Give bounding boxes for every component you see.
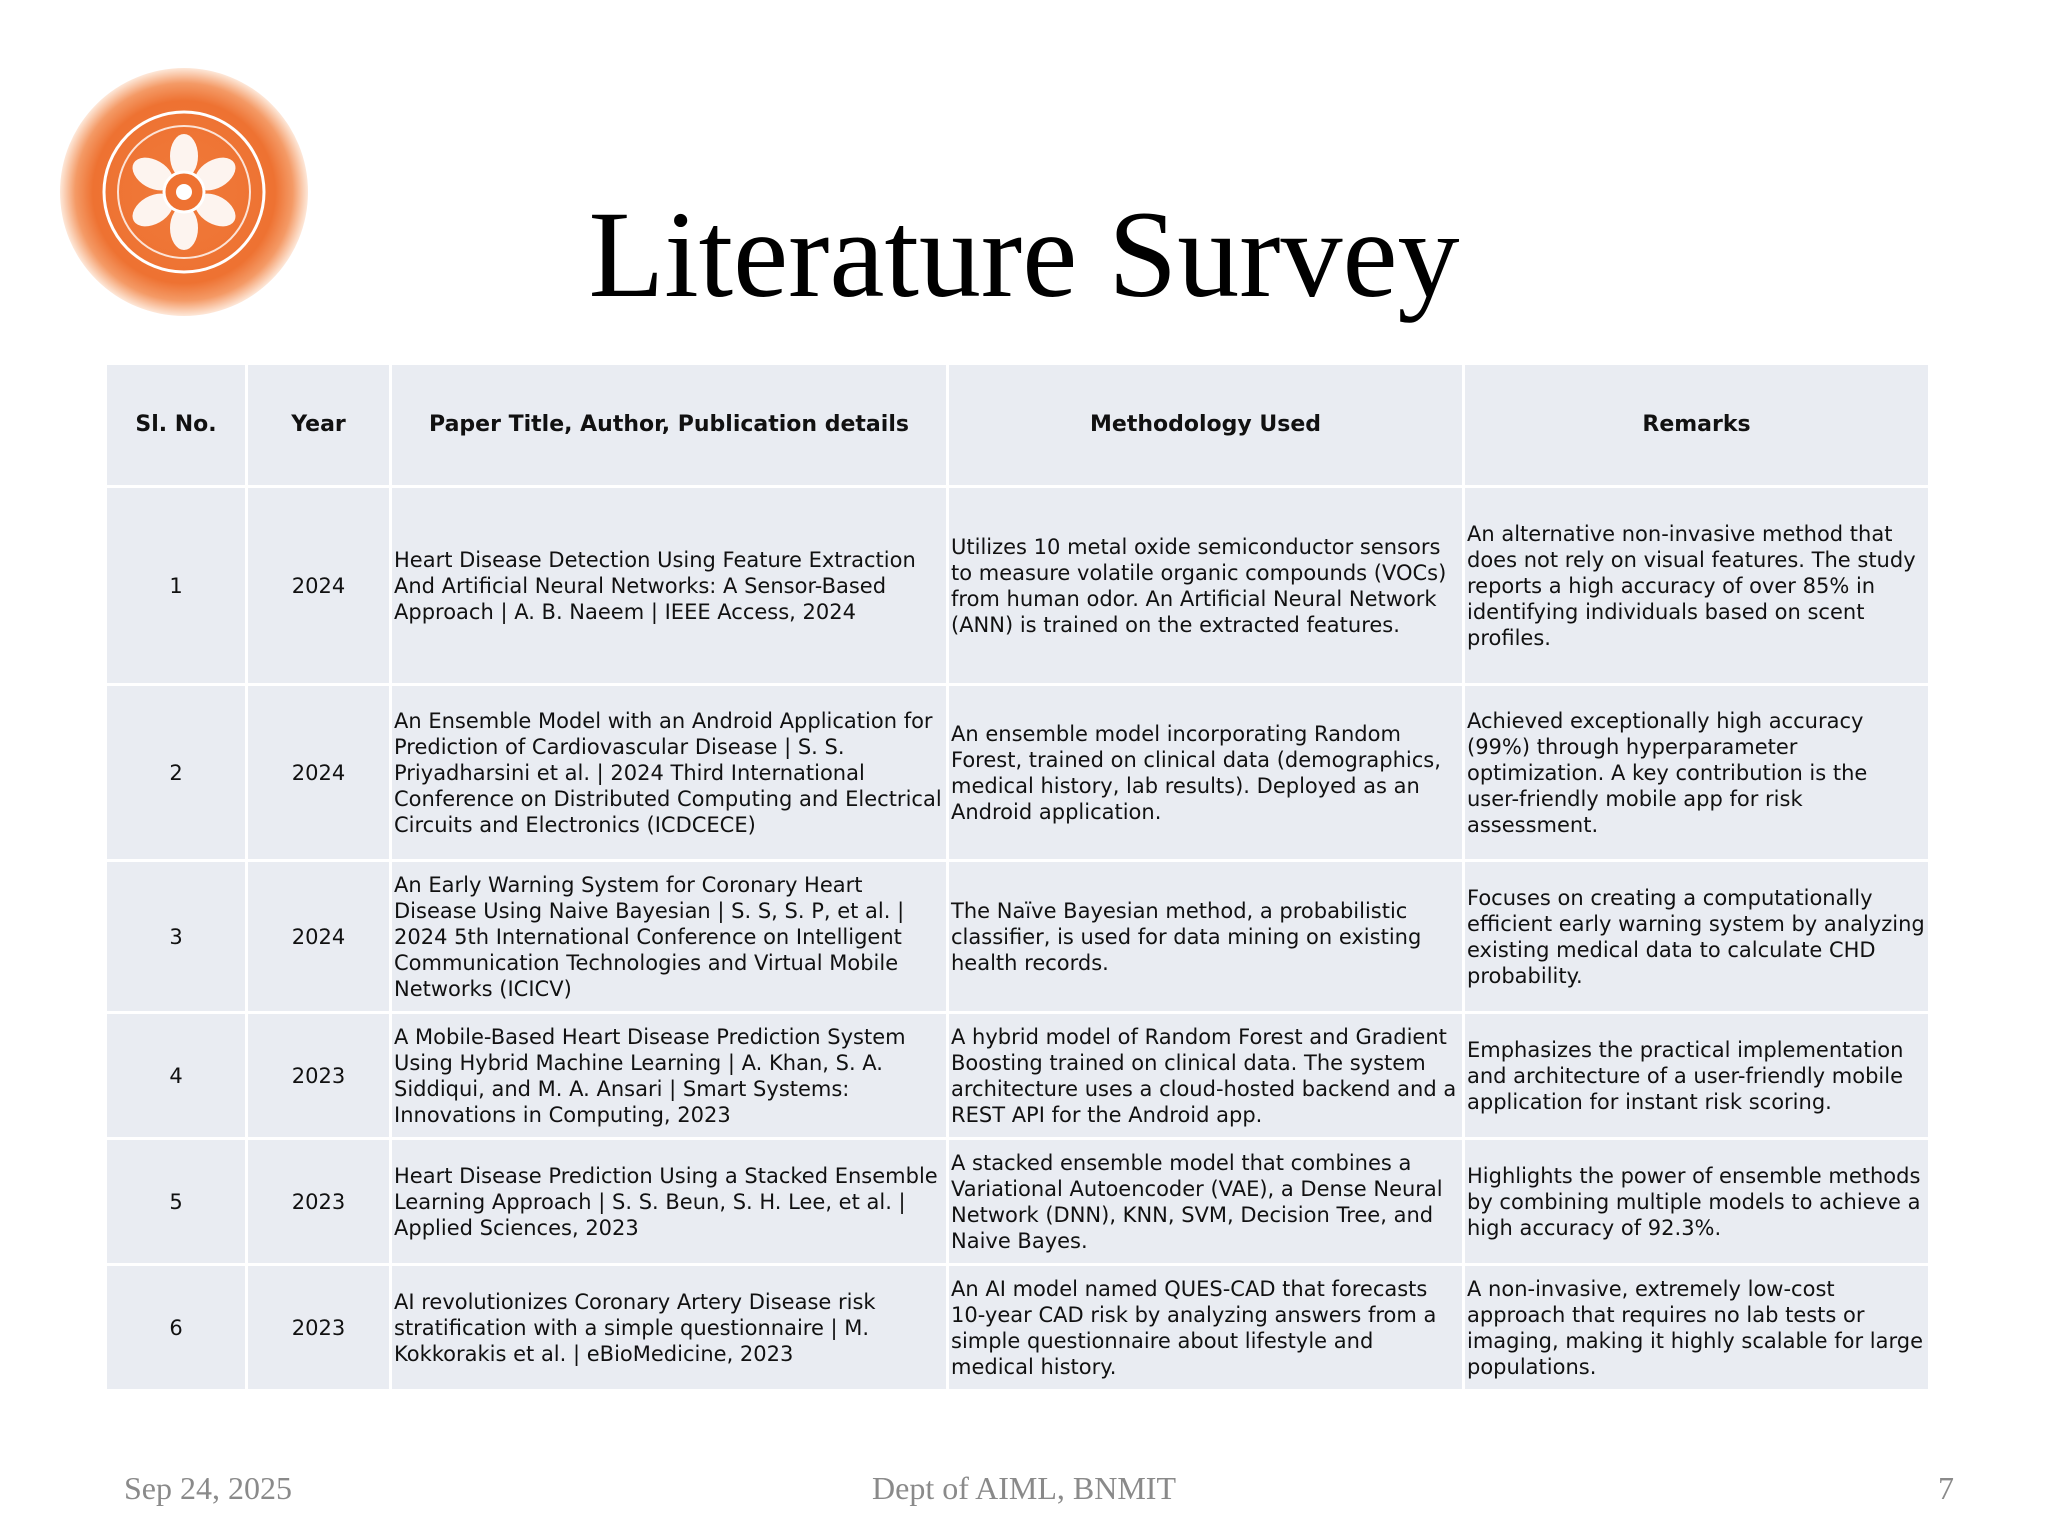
table-row [106, 487, 1930, 685]
cell-methodology: An AI model named QUES-CAD that forecasts 10-year CAD risk by analyzing answers from a simple questionnaire about lifestyle and medical history. [948, 1265, 1464, 1391]
table-row [106, 685, 1930, 861]
cell-methodology: Utilizes 10 metal oxide semiconductor sensors to measure volatile organic compounds (VOCs) from human odor. An Artificial Neural Network (ANN) is trained on the extracted features. [948, 487, 1464, 685]
cell-sl-no: 6 [106, 1265, 247, 1391]
cell-methodology: A stacked ensemble model that combines a Variational Autoencoder (VAE), a Dense Neural Network (DNN), KNN, SVM, Decision Tree, and Naive Bayes. [948, 1139, 1464, 1265]
header-year: Year [247, 364, 391, 487]
cell-year: 2023 [247, 1139, 391, 1265]
cell-remarks: A non-invasive, extremely low-cost approach that requires no lab tests or imaging, making it highly scalable for large populations. [1464, 1265, 1930, 1391]
cell-paper: An Ensemble Model with an Android Application for Prediction of Cardiovascular Disease | S. S. Priyadharsini et al. | 2024 Third International Conference on Distributed Computing and Electrical Circuits and Electronics (ICDCECE) [391, 685, 948, 861]
cell-methodology: The Naïve Bayesian method, a probabilistic classifier, is used for data mining on existing health records. [948, 861, 1464, 1013]
cell-remarks: Focuses on creating a computationally efficient early warning system by analyzing existing medical data to calculate CHD probability. [1464, 861, 1930, 1013]
header-paper: Paper Title, Author, Publication details [391, 364, 948, 487]
cell-paper: AI revolutionizes Coronary Artery Disease risk stratification with a simple questionnaire | M. Kokkorakis et al. | eBioMedicine, 2023 [391, 1265, 948, 1391]
header-sl-no: Sl. No. [106, 364, 247, 487]
table-header-row [106, 364, 1930, 487]
table-row [106, 1013, 1930, 1139]
cell-sl-no: 1 [106, 487, 247, 685]
cell-sl-no: 4 [106, 1013, 247, 1139]
footer-date: Sep 24, 2025 [124, 1470, 292, 1506]
cell-remarks: Highlights the power of ensemble methods by combining multiple models to achieve a high accuracy of 92.3%. [1464, 1139, 1930, 1265]
cell-year: 2024 [247, 487, 391, 685]
footer-department: Dept of AIML, BNMIT [872, 1470, 1176, 1506]
cell-sl-no: 2 [106, 685, 247, 861]
cell-remarks: An alternative non-invasive method that does not rely on visual features. The study reports a high accuracy of over 85% in identifying individuals based on scent profiles. [1464, 487, 1930, 685]
table-row [106, 1265, 1930, 1391]
cell-year: 2023 [247, 1013, 391, 1139]
table-row [106, 861, 1930, 1013]
cell-paper: An Early Warning System for Coronary Heart Disease Using Naive Bayesian | S. S, S. P, et al. | 2024 5th International Conference on Intelligent Communication Technologies and Virtual Mobile Networks (ICICV) [391, 861, 948, 1013]
cell-year: 2024 [247, 861, 391, 1013]
table-row [106, 1139, 1930, 1265]
cell-sl-no: 3 [106, 861, 247, 1013]
cell-year: 2023 [247, 1265, 391, 1391]
cell-paper: Heart Disease Prediction Using a Stacked Ensemble Learning Approach | S. S. Beun, S. H. Lee, et al. | Applied Sciences, 2023 [391, 1139, 948, 1265]
literature-table [104, 362, 1931, 1392]
cell-remarks: Emphasizes the practical implementation and architecture of a user-friendly mobile application for instant risk scoring. [1464, 1013, 1930, 1139]
cell-remarks: Achieved exceptionally high accuracy (99%) through hyperparameter optimization. A key contribution is the user-friendly mobile app for risk assessment. [1464, 685, 1930, 861]
slide-title: Literature Survey [588, 186, 1460, 323]
cell-methodology: A hybrid model of Random Forest and Gradient Boosting trained on clinical data. The system architecture uses a cloud-hosted backend and a REST API for the Android app. [948, 1013, 1464, 1139]
header-methodology: Methodology Used [948, 364, 1464, 487]
header-remarks: Remarks [1464, 364, 1930, 487]
cell-year: 2024 [247, 685, 391, 861]
cell-sl-no: 5 [106, 1139, 247, 1265]
cell-paper: A Mobile-Based Heart Disease Prediction System Using Hybrid Machine Learning | A. Khan, S. A. Siddiqui, and M. A. Ansari | Smart Systems: Innovations in Computing, 2023 [391, 1013, 948, 1139]
cell-methodology: An ensemble model incorporating Random Forest, trained on clinical data (demographics, medical history, lab results). Deployed as an Android application. [948, 685, 1464, 861]
cell-paper: Heart Disease Detection Using Feature Extraction And Artificial Neural Networks: A Sensor-Based Approach | A. B. Naeem | IEEE Access, 2024 [391, 487, 948, 685]
footer-page-number: 7 [1938, 1470, 1954, 1506]
